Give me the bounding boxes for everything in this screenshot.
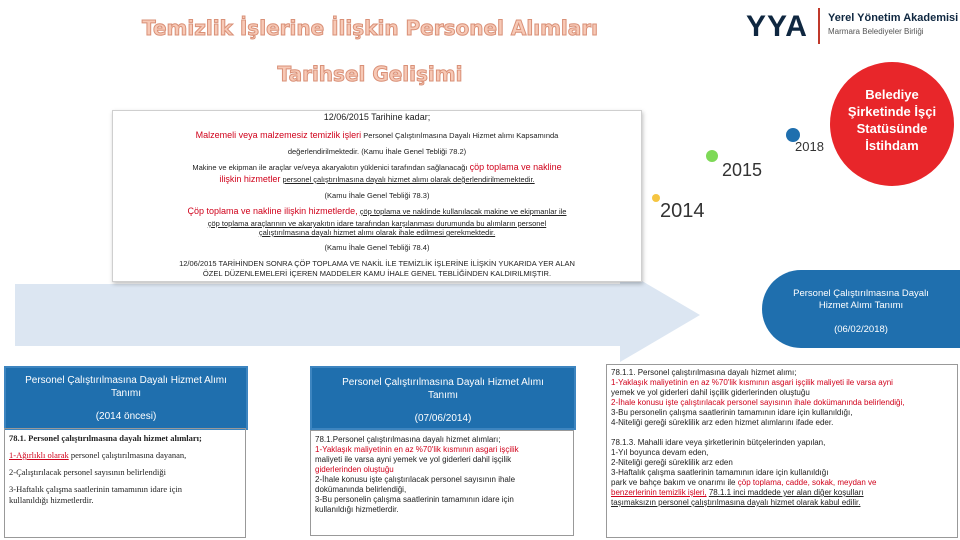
colB-t7: 3-Bu personelin çalışma saatlerinin tamamının idare için <box>315 495 514 504</box>
date-line: 12/06/2015 Tarihine kadar; <box>323 112 431 122</box>
definition-pre2014-body <box>4 428 246 538</box>
para1-red: Malzemeli veya malzemesiz temizlik işleri <box>195 130 362 140</box>
description-box <box>112 110 642 282</box>
colA-hdr-l2: Tanımı <box>110 388 141 399</box>
para2-red: çöp toplama ve nakline <box>469 162 562 172</box>
definition-2018-body <box>606 364 958 538</box>
colB-t5: 2-İhale konusu işte çalıştırılacak personel sayısının ihale <box>315 475 516 484</box>
para1-rest: Personel Çalıştırılmasına Dayalı Hizmet alımı Kapsamında <box>363 131 559 140</box>
para1-line2: değerlendirilmektedir. (Kamu İhale Genel Tebliği 78.2) <box>287 147 467 156</box>
colA-t3: 2-Çalıştırılacak personel sayısının belirlendiği <box>9 467 166 477</box>
colB-t3: maliyeti ile varsa ayni yemek ve yol giderleri dahil işçilik <box>315 455 512 464</box>
colB-t2: 1-Yaklaşık maliyetinin en az %70'lik kısmının asgari işçilik <box>315 445 519 454</box>
circle-line1: Belediye <box>865 87 919 102</box>
colC-t11-red: çöp toplama, cadde, sokak, meydan ve <box>737 478 877 487</box>
colB-hdr-date: (07/06/2014) <box>414 413 472 424</box>
dot-2014 <box>652 194 660 202</box>
para3-line2: çöp toplama araçlarının ve akaryakıtın idare tarafından karşılanması durumunda bu alımların personel <box>207 219 547 228</box>
logo-divider <box>818 8 820 44</box>
colC-t1: 78.1.1. Personel çalıştırılmasına dayalı hizmet alımı; <box>611 368 797 377</box>
colB-t8: kullanıldığı hizmetlerdir. <box>315 505 399 514</box>
colC-t5: 3-Bu personelin çalışma saatlerinin tamamının idare için kullanıldığı, <box>611 408 853 417</box>
para2-text: Makine ve ekipman ile araçlar ve/veya akaryakıtın yüklenici tarafından sağlanacağı <box>192 163 468 172</box>
colC-t13: taşımaksızın personel çalıştırılmasına dayalı hizmet olarak kabul edilir. <box>611 498 861 507</box>
status-circle <box>830 62 954 186</box>
para2-line2 <box>113 175 641 184</box>
para3-red: Çöp toplama ve nakline ilişkin hizmetlerde, <box>187 206 358 216</box>
colB-t4: giderlerinden oluştuğu <box>315 465 394 474</box>
colA-hdr-l1: Personel Çalıştırılmasına Dayalı Hizmet Alımı <box>25 375 227 386</box>
timeline-arrow <box>0 268 720 368</box>
para4-line2: ÖZEL DÜZENLEMELERİ İÇEREN MADDELER KAMU İHALE GENEL TEBLİĞİNDEN KALDIRILMIŞTIR. <box>202 269 552 278</box>
colC-t9: 2-Niteliği gereği süreklilik arz eden <box>611 458 733 467</box>
colC-t3: yemek ve yol giderleri dahil işçilik giderlerinden oluştuğu <box>611 388 810 397</box>
colC-t6: 4-Niteliği gereği süreklilik arz eden hizmet alımlarını ifade eder. <box>611 418 834 427</box>
definition-2018-box <box>762 270 960 348</box>
colB-hdr-l1: Personel Çalıştırılmasına Dayalı Hizmet Alımı <box>342 377 544 388</box>
colB-t1: 78.1.Personel çalıştırılmasına dayalı hizmet alımları; <box>315 435 501 444</box>
para1-line1 <box>113 131 641 140</box>
colC-t10: 3-Haftalık çalışma saatlerinin tamamının idare için kullanıldığı <box>611 468 829 477</box>
colB-t6: dokümanında belirlendiği, <box>315 485 407 494</box>
year-2014: 2014 <box>660 200 705 222</box>
definition-2014-body <box>310 430 574 536</box>
colC-t7: 78.1.3. Mahalli idare veya şirketlerinin bütçelerinden yapılan, <box>611 438 826 447</box>
para3-line3: çalıştırılmasına dayalı hizmet alımı olarak ihale edilmesi gerekmektedir. <box>258 228 496 237</box>
year-2018: 2018 <box>795 139 824 154</box>
logo-sub: Marmara Belediyeler Birliği <box>828 27 924 36</box>
para2-red2: ilişkin hizmetler <box>219 174 281 184</box>
para2-text2: personel çalıştırılmasına dayalı hizmet alımı olarak değerlendirilmemektedir. <box>282 175 535 184</box>
definition-2014-header <box>310 366 576 430</box>
page-subtitle: Tarihsel Gelişimi <box>277 62 463 86</box>
def-2018-l2: Hizmet Alımı Tanımı <box>818 300 904 311</box>
colA-hdr-date: (2014 öncesi) <box>95 411 157 422</box>
logo-name: Yerel Yönetim Akademisi <box>828 12 959 24</box>
para3-ref: (Kamu İhale Genel Tebliği 78.4) <box>324 243 430 252</box>
circle-line2: Şirketinde İşçi <box>847 104 937 119</box>
para4-line1: 12/06/2015 TARİHİNDEN SONRA ÇÖP TOPLAMA VE NAKİL İLE TEMİZLİK İŞLERİNE İLİŞKİN YUKARIDA YER ALAN <box>179 259 575 268</box>
colA-t4: 3-Haftalık çalışma saatlerinin tamamının idare için <box>9 484 183 494</box>
def-2018-l1: Personel Çalıştırılmasına Dayalı <box>793 288 929 299</box>
colC-t12-red: benzerlerinin temizlik işleri, <box>611 488 707 497</box>
para2-line1 <box>113 163 641 172</box>
page-title: Temizlik İşlerine İlişkin Personel Alımları <box>142 16 598 40</box>
circle-line3: Statüsünde <box>856 121 928 136</box>
colC-t4: 2-İhale konusu işte çalıştırılacak personel sayısının ihale dokümanında belirlendiği, <box>611 398 905 407</box>
definition-pre2014-header <box>4 366 248 430</box>
circle-line4: İstihdam <box>865 138 919 153</box>
dot-2015 <box>706 150 718 162</box>
colA-t5: kullanıldığı hizmetlerdir. <box>9 495 94 505</box>
colC-t12 <box>611 488 953 498</box>
colA-t2 <box>9 450 241 461</box>
colC-t11-text: park ve bahçe bakım ve onarımı ile <box>611 478 736 487</box>
para2-ref: (Kamu İhale Genel Tebliği 78.3) <box>324 191 430 200</box>
colC-t11 <box>611 478 953 488</box>
colC-t12-text: 78.1.1 inci maddede yer alan diğer koşulları <box>708 488 864 497</box>
colC-t8: 1-Yıl boyunca devam eden, <box>611 448 709 457</box>
colB-hdr-l2: Tanımı <box>427 390 458 401</box>
def-2018-date: (06/02/2018) <box>834 324 888 335</box>
colC-t2: 1-Yaklaşık maliyetinin en az %70'lik kısmının asgari işçilik maliyeti ile varsa ayni <box>611 378 893 387</box>
para3-text: çöp toplama ve naklinde kullanılacak makine ve ekipmanlar ile <box>359 207 567 216</box>
colA-t1: 78.1. Personel çalıştırılmasına dayalı hizmet alımları; <box>9 433 202 443</box>
year-2015: 2015 <box>722 160 763 180</box>
colA-t2-rest: personel çalıştırılmasına dayanan, <box>70 450 187 460</box>
colA-t2-red: 1-Ağırlıklı olarak <box>9 450 69 460</box>
logo-mark: YYA <box>746 10 808 43</box>
para3-line1 <box>113 207 641 216</box>
